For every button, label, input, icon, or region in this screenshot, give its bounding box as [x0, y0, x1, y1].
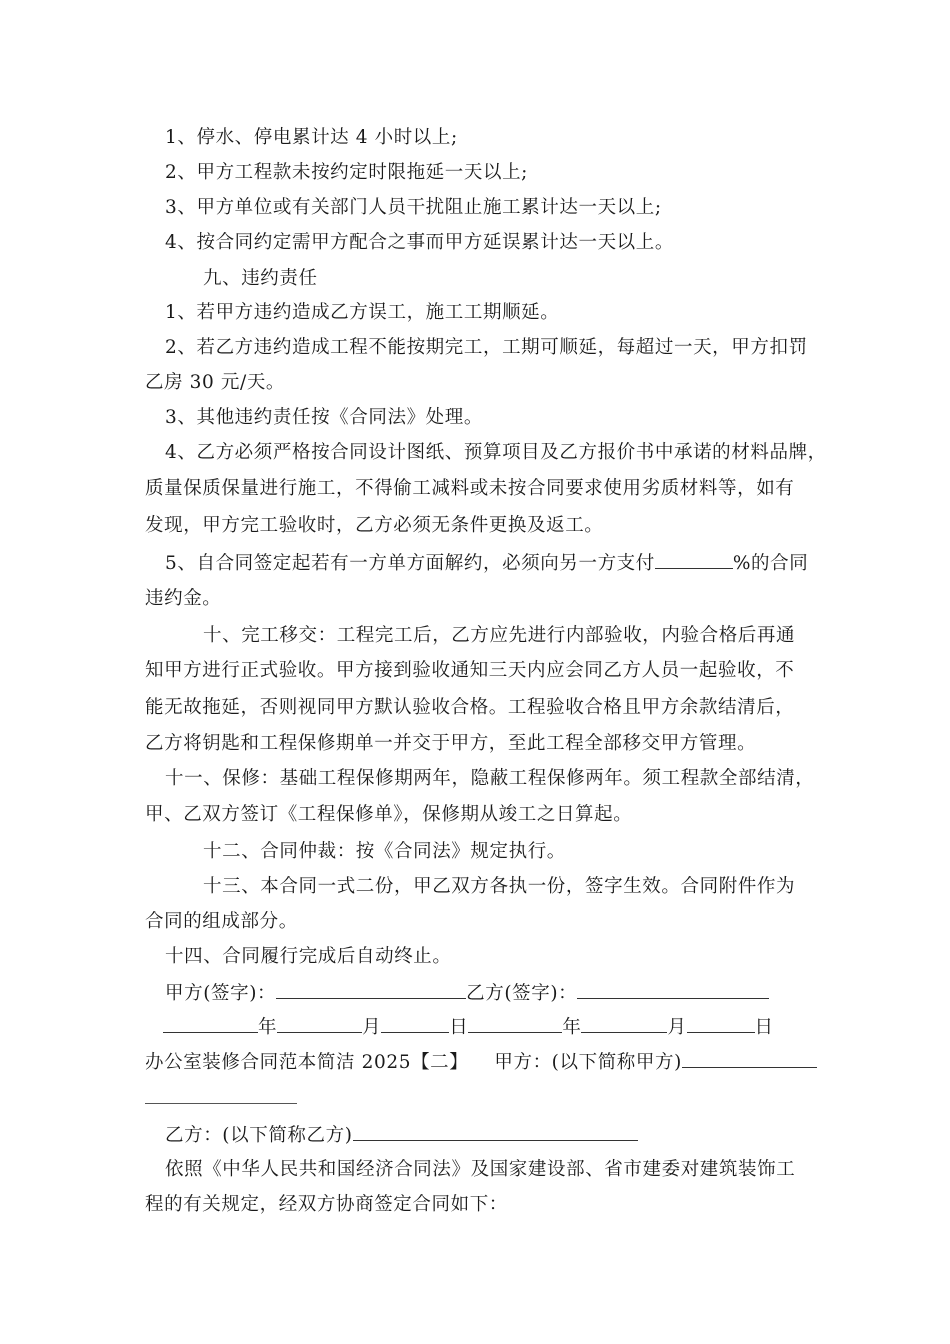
clause-line: 甲、乙双方签订《工程保修单》，保修期从竣工之日算起。 [145, 804, 633, 825]
clause-line: 乙方将钥匙和工程保修期单一并交于甲方，至此工程全部移交甲方管理。 [145, 733, 757, 754]
clause-line: 乙房 30 元/天。 [145, 372, 286, 393]
party-b-row [165, 1122, 638, 1149]
party-a-name-blank [682, 1049, 817, 1068]
signature-row [165, 980, 769, 1007]
section-heading: 十三、本合同一式二份，甲乙双方各执一份，签字生效。合同附件作为 [203, 876, 796, 897]
clause-line: 3、其他违约责任按《合同法》处理。 [165, 407, 483, 428]
clause-text: %的合同 [732, 553, 809, 574]
section-heading: 十二、合同仲裁：按《合同法》规定执行。 [203, 841, 566, 862]
year-blank [163, 1014, 258, 1033]
clause-line: 2、若乙方违约造成工程不能按期完工，工期可顺延，每超过一天，甲方扣罚 [165, 337, 808, 358]
percent-blank [655, 550, 733, 569]
party-a-intro: 甲方：(以下简称甲方) [494, 1052, 682, 1073]
clause-text: 5、自合同签定起若有一方单方面解约，必须向另一方支付 [165, 553, 655, 574]
clause-line [165, 550, 808, 577]
clause-line: 2、甲方工程款未按约定时限拖延一天以上; [165, 162, 529, 183]
clause-line: 3、甲方单位或有关部门人员干扰阻止施工累计达一天以上; [165, 197, 662, 218]
clause-line: 能无故拖延，否则视同甲方默认验收合格。工程验收合格且甲方余款结清后， [145, 697, 795, 718]
clause-line: 质量保质保量进行施工，不得偷工减料或未按合同要求使用劣质材料等，如有 [145, 478, 795, 499]
section-heading: 十、完工移交：工程完工后，乙方应先进行内部验收，内验合格后再通 [203, 625, 796, 646]
clause-line: 4、乙方必须严格按合同设计图纸、预算项目及乙方报价书中承诺的材料品牌， [165, 442, 827, 463]
clause-line: 1、停水、停电累计达 4 小时以上; [165, 127, 458, 148]
section-heading: 十四、合同履行完成后自动终止。 [165, 946, 452, 967]
section2-title: 办公室装修合同范本简洁 2025【二】 [145, 1052, 469, 1073]
section-heading: 九、违约责任 [203, 268, 318, 289]
clause-line: 发现，甲方完工验收时，乙方必须无条件更换及返工。 [145, 515, 604, 536]
clause-line: 依照《中华人民共和国经济合同法》及国家建设部、省市建委对建筑装饰工 [165, 1159, 796, 1180]
day-blank [381, 1014, 449, 1033]
year-label: 年 [562, 1017, 582, 1038]
day-blank [687, 1014, 755, 1033]
party-b-intro: 乙方：(以下简称乙方) [165, 1125, 353, 1146]
section-heading: 十一、保修：基础工程保修期两年，隐蔽工程保修两年。须工程款全部结清， [165, 768, 815, 789]
day-label: 日 [449, 1017, 469, 1038]
day-label: 日 [754, 1017, 774, 1038]
month-label: 月 [362, 1017, 382, 1038]
month-blank [277, 1014, 362, 1033]
party-a-signature-label: 甲方(签字)： [165, 983, 277, 1004]
clause-line: 程的有关规定，经双方协商签定合同如下： [145, 1194, 508, 1215]
party-b-signature-label: 乙方(签字)： [466, 983, 578, 1004]
clause-line: 合同的组成部分。 [145, 911, 298, 932]
date-row [163, 1014, 774, 1041]
clause-line: 1、若甲方违约造成乙方误工，施工工期顺延。 [165, 302, 560, 323]
section2-title-row [145, 1049, 817, 1076]
clause-line: 4、按合同约定需甲方配合之事而甲方延误累计达一天以上。 [165, 232, 674, 253]
clause-line: 违约金。 [145, 588, 222, 609]
party-b-name-blank [353, 1122, 638, 1141]
year-blank [468, 1014, 562, 1033]
month-label: 月 [667, 1017, 687, 1038]
month-blank [581, 1014, 667, 1033]
year-label: 年 [258, 1017, 278, 1038]
party-a-signature-blank [276, 980, 466, 999]
continuation-blank [145, 1103, 297, 1104]
clause-line: 知甲方进行正式验收。甲方接到验收通知三天内应会同乙方人员一起验收，不 [145, 660, 795, 681]
party-b-signature-blank [577, 980, 769, 999]
